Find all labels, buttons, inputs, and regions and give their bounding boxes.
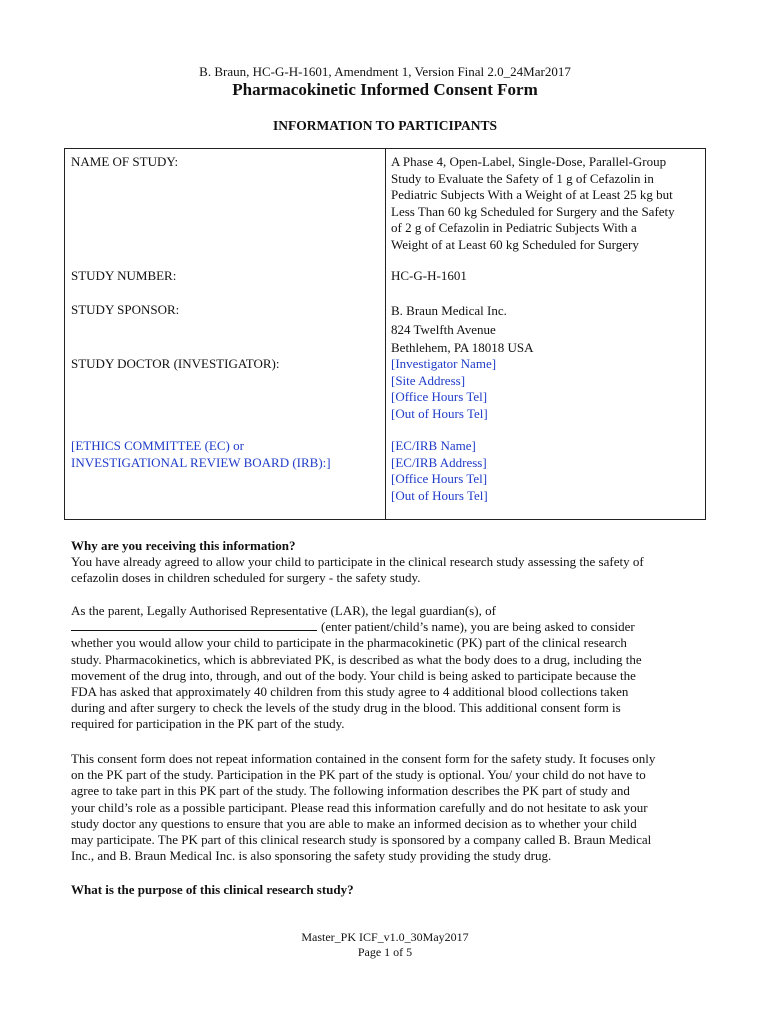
page-number: Page 1 of 5 [357, 945, 413, 959]
footer-doc-id: Master_PK ICF_v1.0_30May2017 [301, 930, 469, 944]
text-line: movement of the drug into, through, and out of the body. Your child is being asked to participate because the [71, 667, 636, 683]
text-line: may participate. The PK part of this clinical research study is sponsored by a company called B. Braun Medical [71, 832, 652, 848]
doctor-line: [Out of Hours Tel] [391, 405, 488, 421]
text-line: on the PK part of the study. Participation in the PK part of the study is optional. You/ your child do not have to [71, 767, 646, 783]
doctor-line: [Investigator Name] [391, 356, 497, 371]
name-line: of 2 g of Cefazolin in Pediatric Subjects With a [391, 220, 637, 235]
ethics-line: [Office Hours Tel] [391, 471, 488, 486]
patient-name-line [71, 619, 701, 635]
doctor-line: [Site Address] [391, 372, 466, 388]
text-line: As the parent, Legally Authorised Representative (LAR), the legal guardian(s), of [71, 603, 496, 618]
text-line: FDA has asked that approximately 40 children from this study agree to 4 additional blood collections taken [71, 684, 629, 700]
doctor-line: [Office Hours Tel] [391, 389, 488, 404]
ethics-label-line: INVESTIGATIONAL REVIEW BOARD (IRB):] [71, 454, 331, 470]
study-info-table [64, 148, 706, 520]
text-line: whether you would allow your child to participate in the pharmacokinetic (PK) part of the clinical research [71, 635, 627, 651]
text-line: cefazolin doses in children scheduled for surgery - the safety study. [71, 570, 421, 586]
ethics-label-line: [ETHICS COMMITTEE (EC) or [71, 438, 244, 453]
text-line: your child’s role as a possible participant. Please read this information carefully and do not hesitate to ask your [71, 799, 648, 815]
ethics-line: [Out of Hours Tel] [391, 487, 488, 503]
name-line: Less Than 60 kg Scheduled for Surgery and the Safety [391, 203, 675, 219]
study-sponsor-value [391, 302, 703, 358]
name-of-study-value [391, 154, 703, 253]
name-of-study-label: NAME OF STUDY: [71, 154, 179, 169]
protocol-header: B. Braun, HC-G-H-1601, Amendment 1, Version Final 2.0_24Mar2017 [199, 64, 571, 79]
section-subtitle: INFORMATION TO PARTICIPANTS [272, 118, 498, 133]
paragraph-parent [71, 603, 701, 733]
patient-name-instruction: (enter patient/child’s name), you are being asked to consider [321, 619, 635, 635]
ethics-committee-label [71, 438, 371, 471]
study-sponsor-label: STUDY SPONSOR: [71, 302, 180, 317]
table-divider [385, 149, 386, 519]
text-line: required for participation in the PK part of the study. [71, 716, 345, 732]
name-line: Study to Evaluate the Safety of 1 g of Cefazolin in [391, 170, 654, 186]
paragraph-consent-scope [71, 751, 701, 864]
text-line: agree to take part in this PK part of the study. The following information describes the PK part of study and [71, 783, 630, 799]
patient-name-blank[interactable] [71, 619, 317, 631]
name-line: Pediatric Subjects With a Weight of at Least 25 kg but [391, 187, 673, 202]
study-number-value: HC-G-H-1601 [391, 268, 467, 283]
page-title: Pharmacokinetic Informed Consent Form [232, 80, 538, 99]
text-line: during and after surgery to check the levels of the study drug in the blood. This additional consent form is [71, 700, 621, 716]
study-doctor-label: STUDY DOCTOR (INVESTIGATOR): [71, 356, 280, 371]
name-line: A Phase 4, Open-Label, Single-Dose, Parallel-Group [391, 154, 667, 169]
study-number-label: STUDY NUMBER: [71, 268, 177, 283]
text-line: study. Pharmacokinetics, which is abbreviated PK, is described as what the body does to a drug, including the [71, 651, 642, 667]
text-line: Inc., and B. Braun Medical Inc. is also sponsoring the safety study providing the study drug. [71, 848, 552, 864]
text-line: You have already agreed to allow your child to participate in the clinical research study assessing the safety of [71, 554, 644, 569]
section-heading-why: Why are you receiving this information? [71, 538, 296, 553]
text-line: This consent form does not repeat information contained in the consent form for the safety study. It focuses only [71, 751, 656, 766]
sponsor-line: 824 Twelfth Avenue [391, 321, 496, 337]
sponsor-line: B. Braun Medical Inc. [391, 303, 507, 318]
study-doctor-value [391, 356, 703, 422]
text-line: study doctor any questions to ensure that you are able to make an informed decision as to whether your child [71, 815, 637, 831]
sponsor-line: Bethlehem, PA 18018 USA [391, 340, 534, 355]
ethics-line: [EC/IRB Name] [391, 438, 476, 453]
section-heading-purpose: What is the purpose of this clinical research study? [71, 882, 354, 897]
ethics-line: [EC/IRB Address] [391, 454, 487, 470]
name-line: Weight of at Least 60 kg Scheduled for Surgery [391, 236, 639, 252]
ethics-committee-value [391, 438, 703, 504]
page-footer [0, 930, 770, 960]
paragraph-why [71, 554, 701, 586]
